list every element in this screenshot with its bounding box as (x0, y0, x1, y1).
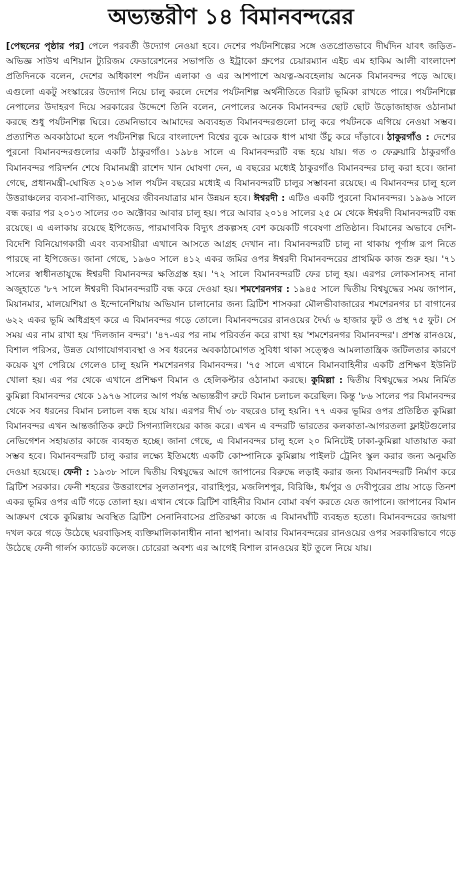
paragraph-cumilla: দ্বিতীয় বিশ্বযুদ্ধের সময় নির্মিত কুমিল্লা বিমানবন্দর থেকে ১৯৭৬ সালের আগ পর্যন্ত অভ্যন্তরীণ রুটে বিমান চলাচল করেছিল। কিন্তু '৮৬ সালের পর বিমানবন্দর থেকে সব ধরনের বিমান চলাচল বন্ধ হয়ে যায়। এরপর দীর্ঘ ৩৮ বছরেও চালু হয়নি। ৭৭ একর ভূমির ওপর প্রতিষ্ঠিত কুমিল্লা বিমানবন্দর এখন আন্তর্জাতিক রুটে সিগন্যালিংয়ের কাজ করে। এখন এ বন্দরটি ভারতের কলকাতা-আগরতলা ফ্লাইটগুলোর নেভিগেশন সহায়তার কাজে ব্যবহৃত হচ্ছে। জানা গেছে, এ বিমানবন্দর চালু হলে ২০ মিনিটেই ঢাকা-কুমিল্লা যাতায়াত করা সম্ভব হবে। বিমানবন্দরটি চালু করার লক্ষ্যে ইতিমধ্যে একটি কোম্পানিকে কুমিল্লায় পাইলট ট্রেনিং স্কুল করার জন্য অনুমতি দেওয়া হয়েছে। (6, 375, 456, 478)
place-label-shamshernagar: শমশেরনগর : (240, 284, 290, 296)
paragraph-ishwardi: এটিও একটি পুরনো বিমানবন্দর। ১৯৯৬ সালে বন্ধ করার পর ২০১৩ সালের ৩০ অক্টোবর আবার চালু হয়। পরে আবার ২০১৪ সালের ২৫ মে থেকে ঈশ্বরদী বিমানবন্দরটি বন্ধ রয়েছে। এ এলাকায় রয়েছে ইপিজেড, পারমাণবিক বিদ্যুৎ প্রকল্পসহ বেশ কয়েকটি গবেষণা প্রতিষ্ঠান। বিমানের অভাবে দেশি-বিদেশি বিনিয়োগকারী এবং ব্যবসায়ীরা এখানে আসতে আগ্রহ দেখান না। বিমানবন্দরটি চালু না থাকায় পূর্ণাঙ্গ রূপ নিতে পারছে না ইপিজেড। জানা গেছে, ১৯৬০ সালে ৪১২ একর জমির ওপর ঈশ্বরদী বিমানবন্দরের প্রাথমিক কাজ শুরু হয়। '৭১ সালের স্বাধীনতাযুদ্ধে ঈশ্বরদী বিমানবন্দর ক্ষতিগ্রস্ত হয়। '৭২ সালে বিমানবন্দরটি ফের চালু হয়। এরপর লোকসানসহ নানা অজুহাতে '৮৭ সালে ঈশ্বরদী বিমানবন্দরটি বন্ধ করে দেওয়া হয়। (6, 193, 456, 296)
article-body (6, 39, 456, 869)
place-label-ishwardi: ঈশ্বরদী : (253, 193, 286, 205)
place-label-cumilla: কুমিল্লা : (311, 375, 343, 387)
place-label-feni: ফেনী : (63, 466, 90, 478)
paragraph-feni: ১৯৩৮ সালে দ্বিতীয় বিশ্বযুদ্ধের আগে জাপানের বিরুদ্ধে লড়াই করার জন্য বিমানবন্দরটি নির্মাণ করে ব্রিটিশ সরকার। ফেনী শহরের উত্তরাংশের সুলতানপুর, বারাহিপুর, মজলিশপুর, বিরিঞ্চি, ধর্মপুর ও দেবীপুরের প্রায় সাড়ে তিনশ একর ভূমির ওপর এটি গড়ে তোলা হয়। এখান থেকে ব্রিটিশ বাহিনীর বিমান বোমা বর্ষণ করতে যেত জাপানে। জাপানের বিমান আক্রমণ থেকে কুমিল্লায় অবস্থিত ব্রিটিশ সেনানিবাসের প্রতিরক্ষা কাজে এ বিমানঘাঁটি ব্যবহৃত হতো। বিমানবন্দরের জায়গা দখল করে গড়ে উঠেছে ঘরবাড়িসহ ব্যক্তিমালিকানাধীন নানা স্থাপনা। আবার বিমানবন্দরের রানওয়ের ওপর সরকারিভাবে গড়ে উঠেছে ফেনী গার্লস ক্যাডেট কলেজ। চোরেরা অবশ্য এর আগেই বিশাল রানওয়ের ইট তুলে নিয়ে যায়। (6, 466, 456, 554)
paragraph-intro: পেলে পরবর্তী উদ্যোগ নেওয়া হবে। দেশের পর্যটনশিল্পের সঙ্গে ওতপ্রোতভাবে দীর্ঘদিন যাবৎ জড়িত-অভিজ্ঞ সাউথ এশিয়ান ট্যুরিজম ফেডারেশনের সভাপতি ও ইট্রাকো গ্রুপের চেয়ারম্যান এইচ এম হাকিম আলী বাংলাদেশ প্রতিদিনকে বলেন, দেশের অধিকাংশ পর্যটন এলাকা ও এর আশপাশে অযত্ন-অবহেলায় অনেক বিমানবন্দর পড়ে আছে। এগুলো একটু সংস্কারের উদ্যোগ নিয়ে চালু করলে দেশের পর্যটনশিল্প অর্থনীতিতে বিরাট ভূমিকা রাখতে পারে। পর্যটনশিল্পে নেপালের উদাহরণ দিয়ে সরকারের উদ্দেশে তিনি বলেন, নেপালের অনেক বিমানবন্দর ছোট ছোট উড়োজাহাজ ওঠানামা করছে শুধু পর্যটনশিল্প ঘিরে। তেমনিভাবে আমাদের অব্যবহৃত বিমানবন্দরগুলো চালু করে পর্যটনকে এগিয়ে নেওয়া সম্ভব। প্রত্যাশিত অবকাঠামো হলে পর্যটনশিল্প ঘিরে বাংলাদেশ বিশ্বের বুকে আরেক ধাপ মাথা উঁচু করে দাঁড়াবে। (6, 41, 456, 144)
paragraph-shamshernagar: ১৯৪৫ সালে দ্বিতীয় বিশ্বযুদ্ধের সময় জাপান, মিয়ানমার, মালয়েশিয়া ও ইন্দোনেশিয়ায় অভিযান চালানোর জন্য ব্রিটিশ শাসকরা মৌলভীবাজারের শমশেরনগর চা বাগানের ৬২২ একর ভূমি অধিগ্রহণ করে এ বিমানবন্দর গড়ে তোলে। বিমানবন্দরের রানওয়ের দৈর্ঘ্য ৬ হাজার ফুট ও প্রস্থ ৭৫ ফুট। সে সময় এর নাম রাখা হয় 'দিলজান বন্দর'। '৪৭-এর পর নাম পরিবর্তন করে রাখা হয় 'শমশেরনগর বিমানবন্দর'। প্রশস্ত রানওয়ে, বিশাল পরিসর, উন্নত যোগাযোগব্যবস্থা ও সব ধরনের অবকাঠামোগত সুবিধা থাকা সত্ত্বেও আমলাতান্ত্রিক জটিলতার কারণে কয়েক যুগ পেরিয়ে গেলেও চালু হয়নি শমশেরনগর বিমানবন্দর। '৭৫ সালে এখানে বিমানবাহিনীর একটি প্রশিক্ষণ ইউনিট খোলা হয়। এর পর থেকে এখানে প্রশিক্ষণ বিমান ও হেলিকপ্টার ওঠানামা করছে। (6, 284, 456, 387)
headline: অভ্যন্তরীণ ১৪ বিমানবন্দরের (108, 5, 354, 30)
paragraph-thakurgaon: দেশের পুরনো বিমানবন্দরগুলোর একটি ঠাকুরগাঁও। ১৯৮৪ সালে এ বিমানবন্দরটি বন্ধ হয়ে যায়। গত ৩ ফেব্রুয়ারি ঠাকুরগাঁও বিমানবন্দর পরিদর্শন শেষে বিমানমন্ত্রী রাশেদ খান ঘোষণা দেন, এ বছরের মধ্যেই ঠাকুরগাঁও বিমানবন্দর চালু করা হবে। জানা গেছে, প্রধানমন্ত্রী-ঘোষিত ২০১৬ সাল পর্যটন বছরের মধ্যেই এ বিমানবন্দরটি চালুর সম্ভাবনা রয়েছে। এ বিমানবন্দর চালু হলে উত্তরাঞ্চলের ব্যবসা-বাণিজ্য, মানুষের জীবনযাত্রার মান উন্নয়ন হবে। (6, 132, 456, 205)
continuation-marker: [পেছনের পৃষ্ঠার পর] (6, 41, 85, 52)
place-label-thakurgaon: ঠাকুরগাঁও : (387, 132, 430, 144)
